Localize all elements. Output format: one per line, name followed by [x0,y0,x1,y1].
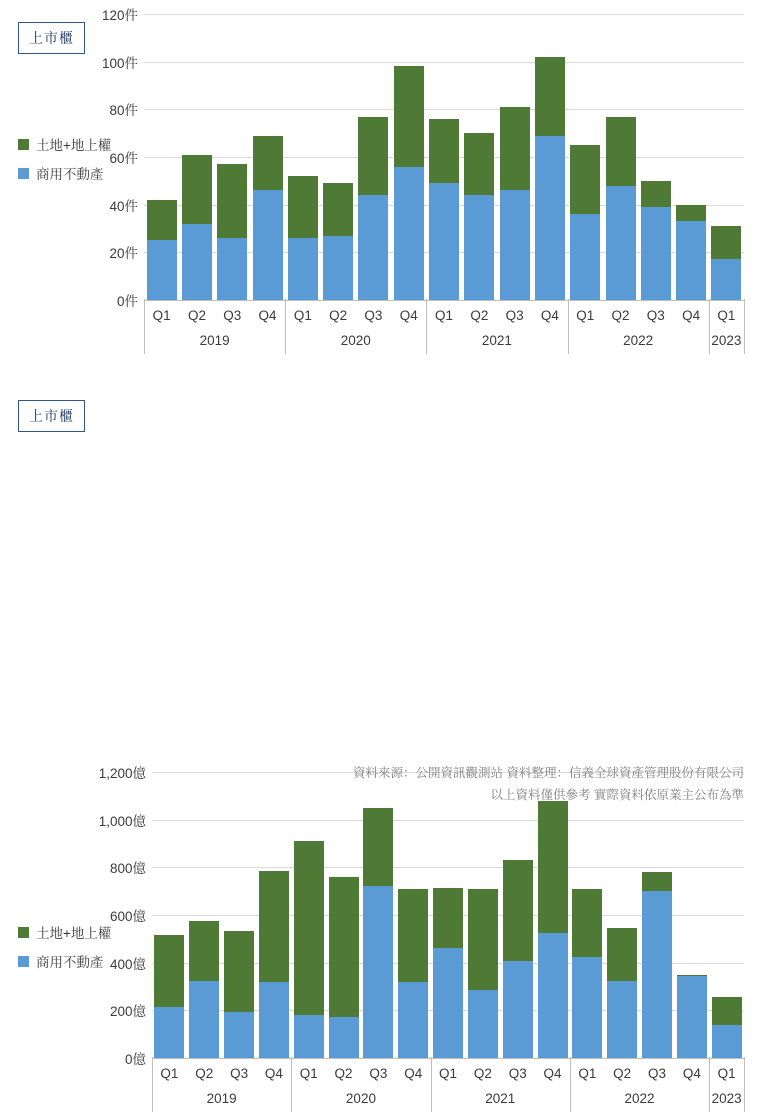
bar-slot [674,772,709,1058]
y-tick-label: 800億 [109,861,146,877]
stacked-bar [677,975,707,1058]
stacked-bar [500,107,530,300]
stacked-bar [323,183,353,300]
quarter-tick-label: Q1 [299,1066,318,1081]
plot-area-chart2 [152,772,744,1058]
badge-chart1: 上市櫃 [18,22,85,54]
quarter-tick-label: Q3 [646,308,665,323]
quarter-tick-label: Q4 [258,308,277,323]
bar-slot [603,14,638,300]
quarter-tick-label: Q2 [187,308,206,323]
bar-segment-commercial [433,948,463,1058]
axis-separator [570,1057,571,1112]
stacked-bar [253,136,283,300]
axis-separator [426,299,427,354]
y-tick-label: 0件 [116,294,138,309]
bar-segment-land [606,117,636,186]
x-axis-chart2 [152,1058,744,1106]
bar-slot [532,14,567,300]
axis-separator [285,299,286,354]
year-labels [144,326,744,348]
bar-segment-commercial [288,238,318,300]
bar-segment-commercial [464,195,494,300]
bar-segment-commercial [217,238,247,300]
bar-segment-commercial [642,891,672,1058]
year-tick-label: 2020 [345,1091,376,1106]
footer-line-2: 以上資料僅供參考 實際資料依原業主公布為準 [490,788,744,803]
stacked-bar [358,117,388,301]
stacked-bar [642,872,672,1058]
bar-segment-land [358,117,388,196]
axis-separator [431,1057,432,1112]
legend-swatch-land [18,139,29,150]
bar-segment-commercial [224,1012,254,1058]
axis-separator [744,1057,745,1112]
bar-segment-commercial [468,990,498,1058]
bar-slot [426,14,461,300]
y-tick-label: 0億 [124,1052,146,1067]
y-tick-label: 80件 [109,103,138,119]
bar-slot [465,772,500,1058]
bar-segment-commercial [676,221,706,300]
bar-segment-commercial [606,186,636,300]
bar-segment-land [288,176,318,238]
quarter-tick-label: Q3 [369,1066,388,1081]
bar-segment-land [570,145,600,214]
stacked-bar [394,66,424,300]
stacked-bar [641,181,671,300]
year-labels [152,1084,744,1106]
bar-slot [535,772,570,1058]
bar-segment-commercial [154,1007,184,1058]
bar-segment-commercial [259,982,289,1058]
y-tick-label: 100件 [101,55,138,71]
bar-segment-land [363,808,393,887]
bar-segment-land [394,66,424,166]
bar-slot [320,14,355,300]
y-tick-label: 60件 [109,151,138,166]
quarter-tick-label: Q1 [717,308,736,323]
bar-segment-land [464,133,494,195]
bar-segment-land [676,205,706,222]
badge-chart2: 上市櫃 [18,400,85,432]
quarter-tick-label: Q1 [578,1066,597,1081]
quarter-tick-label: Q4 [682,308,701,323]
bar-segment-commercial [253,190,283,300]
quarter-tick-label: Q1 [439,1066,458,1081]
bar-segment-land [500,107,530,190]
y-tick-label: 1,200億 [98,766,146,781]
bar-slot [462,14,497,300]
bar-segment-commercial [363,886,393,1058]
bar-segment-commercial [358,195,388,300]
bar-segment-commercial [712,1025,742,1058]
legend-label-land: 土地+地上權 [36,138,112,153]
bar-segment-commercial [189,981,219,1058]
bar-segment-land [468,889,498,990]
bar-segment-land [224,931,254,1012]
y-tick-label: 1,000億 [98,813,146,829]
stacked-bar [398,889,428,1058]
axis-separator [291,1057,292,1112]
stacked-bar [189,921,219,1058]
bar-slot [709,772,744,1058]
bar-slot [638,14,673,300]
bars-chart2 [152,772,744,1058]
bar-segment-land [294,841,324,1015]
quarter-labels [152,1059,744,1081]
bar-segment-commercial [503,961,533,1058]
stacked-bar [329,877,359,1058]
stacked-bar [294,841,324,1058]
bar-slot [326,772,361,1058]
year-tick-label: 2019 [199,333,230,348]
legend-swatch-commercial [18,956,29,967]
bar-segment-commercial [535,136,565,300]
stacked-bar [711,226,741,300]
year-tick-label: 2023 [711,1091,742,1106]
quarter-tick-label: Q1 [293,308,312,323]
year-tick-label: 2022 [623,333,654,348]
bar-slot [256,772,291,1058]
quarter-tick-label: Q2 [195,1066,214,1081]
axis-separator [152,1057,153,1112]
stacked-bar [676,205,706,300]
quarter-tick-label: Q1 [576,308,595,323]
bar-segment-land [398,889,428,982]
legend-swatch-commercial [18,168,29,179]
bar-segment-land [641,181,671,207]
chart-件數 [0,0,762,372]
quarter-tick-label: Q3 [223,308,242,323]
quarter-tick-label: Q4 [543,1066,562,1081]
stacked-bar [217,164,247,300]
bar-slot [497,14,532,300]
bar-segment-commercial [641,207,671,300]
bar-slot [187,772,222,1058]
bar-slot [222,772,257,1058]
stacked-bar [464,133,494,300]
stacked-bar [712,997,742,1058]
bar-slot [500,772,535,1058]
quarter-tick-label: Q2 [334,1066,353,1081]
bar-segment-commercial [329,1017,359,1058]
stacked-bar [154,935,184,1058]
quarter-tick-label: Q2 [329,308,348,323]
bar-segment-commercial [500,190,530,300]
stacked-bar [259,871,289,1058]
bar-slot [361,772,396,1058]
quarter-tick-label: Q4 [682,1066,701,1081]
bar-segment-commercial [182,224,212,300]
axis-separator [568,299,569,354]
bar-segment-land [253,136,283,191]
year-tick-label: 2021 [485,1091,516,1106]
stacked-bar [570,145,600,300]
bar-segment-commercial [607,981,637,1058]
bar-slot [568,14,603,300]
bar-segment-commercial [677,976,707,1058]
legend-label-commercial: 商用不動產 [36,167,104,182]
bar-slot [431,772,466,1058]
bar-slot [250,14,285,300]
bar-slot [144,14,179,300]
bar-slot [709,14,744,300]
bar-segment-land [154,935,184,1007]
quarter-tick-label: Q2 [470,308,489,323]
bar-segment-land [538,801,568,933]
quarter-tick-label: Q1 [160,1066,179,1081]
quarter-tick-label: Q4 [540,308,559,323]
bar-segment-commercial [570,214,600,300]
quarter-tick-label: Q4 [264,1066,283,1081]
quarter-tick-label: Q3 [508,1066,527,1081]
y-tick-label: 20件 [109,246,138,262]
bar-segment-land [572,889,602,957]
quarter-tick-label: Q4 [399,308,418,323]
quarter-tick-label: Q1 [152,308,171,323]
year-tick-label: 2023 [711,333,742,348]
stacked-bar [429,119,459,300]
bar-segment-commercial [711,259,741,300]
year-tick-label: 2019 [206,1091,237,1106]
quarter-tick-label: Q1 [717,1066,736,1081]
bar-segment-land [147,200,177,241]
bar-slot [396,772,431,1058]
quarter-tick-label: Q1 [435,308,454,323]
bar-segment-land [503,860,533,961]
year-tick-label: 2020 [340,333,371,348]
bar-slot [673,14,708,300]
bar-segment-land [433,888,463,949]
bar-segment-commercial [323,236,353,300]
axis-separator [744,299,745,354]
y-tick-label: 40件 [109,198,138,214]
bar-segment-commercial [572,957,602,1058]
bar-slot [570,772,605,1058]
y-tick-label: 600億 [109,909,146,924]
stacked-bar [224,931,254,1059]
stacked-bar [147,200,177,300]
stacked-bar [538,801,568,1058]
bar-segment-land [259,871,289,982]
plot-area-chart1 [144,14,744,300]
bar-segment-land [329,877,359,1018]
bar-segment-land [535,57,565,136]
bar-segment-land [323,183,353,235]
x-axis-chart1 [144,300,744,348]
bar-slot [152,772,187,1058]
stacked-bar [288,176,318,300]
bar-segment-land [429,119,459,183]
bar-segment-commercial [429,183,459,300]
bar-slot [356,14,391,300]
bar-segment-commercial [398,982,428,1058]
footer-note [353,763,744,807]
bar-slot [179,14,214,300]
year-tick-label: 2022 [624,1091,655,1106]
stacked-bar [572,889,602,1058]
quarter-tick-label: Q3 [364,308,383,323]
y-tick-label: 400億 [109,956,146,972]
stacked-bar [363,808,393,1058]
bar-segment-land [607,928,637,980]
bar-slot [605,772,640,1058]
quarter-tick-label: Q2 [473,1066,492,1081]
quarter-tick-label: Q2 [611,308,630,323]
quarter-tick-label: Q3 [648,1066,667,1081]
bar-segment-commercial [147,240,177,300]
stacked-bar [535,57,565,300]
stacked-bar [606,117,636,301]
y-tick-label: 120件 [101,8,138,23]
legend-label-land: 土地+地上權 [36,926,112,941]
bar-segment-commercial [538,933,568,1058]
y-axis-labels-chart2 [56,766,146,1067]
bar-slot [215,14,250,300]
bar-slot [285,14,320,300]
axis-separator [144,299,145,354]
axis-separator [709,299,710,354]
bars-chart1 [144,14,744,300]
bar-slot [291,772,326,1058]
bar-slot [640,772,675,1058]
legend-swatch-land [18,927,29,938]
bar-segment-land [189,921,219,981]
stacked-bar [182,155,212,300]
bar-segment-commercial [294,1015,324,1058]
bar-segment-land [217,164,247,238]
quarter-tick-label: Q3 [230,1066,249,1081]
quarter-tick-label: Q4 [404,1066,423,1081]
axis-separator [709,1057,710,1112]
year-tick-label: 2021 [481,333,512,348]
y-axis-labels-chart1 [64,8,138,309]
legend-label-commercial: 商用不動產 [36,955,104,970]
bar-segment-land [642,872,672,891]
bar-segment-land [182,155,212,224]
quarter-tick-label: Q3 [505,308,524,323]
stacked-bar [468,889,498,1058]
stacked-bar [433,888,463,1058]
stacked-bar [503,860,533,1058]
quarter-labels [144,301,744,323]
quarter-tick-label: Q2 [613,1066,632,1081]
bar-segment-land [712,997,742,1024]
bar-slot [391,14,426,300]
y-tick-label: 200億 [109,1004,146,1020]
bar-segment-commercial [394,167,424,300]
stacked-bar [607,928,637,1058]
footer-line-1: 資料來源：公開資訊觀測站 資料整理：信義全球資產管理股份有限公司 [353,766,744,781]
bar-segment-land [711,226,741,259]
